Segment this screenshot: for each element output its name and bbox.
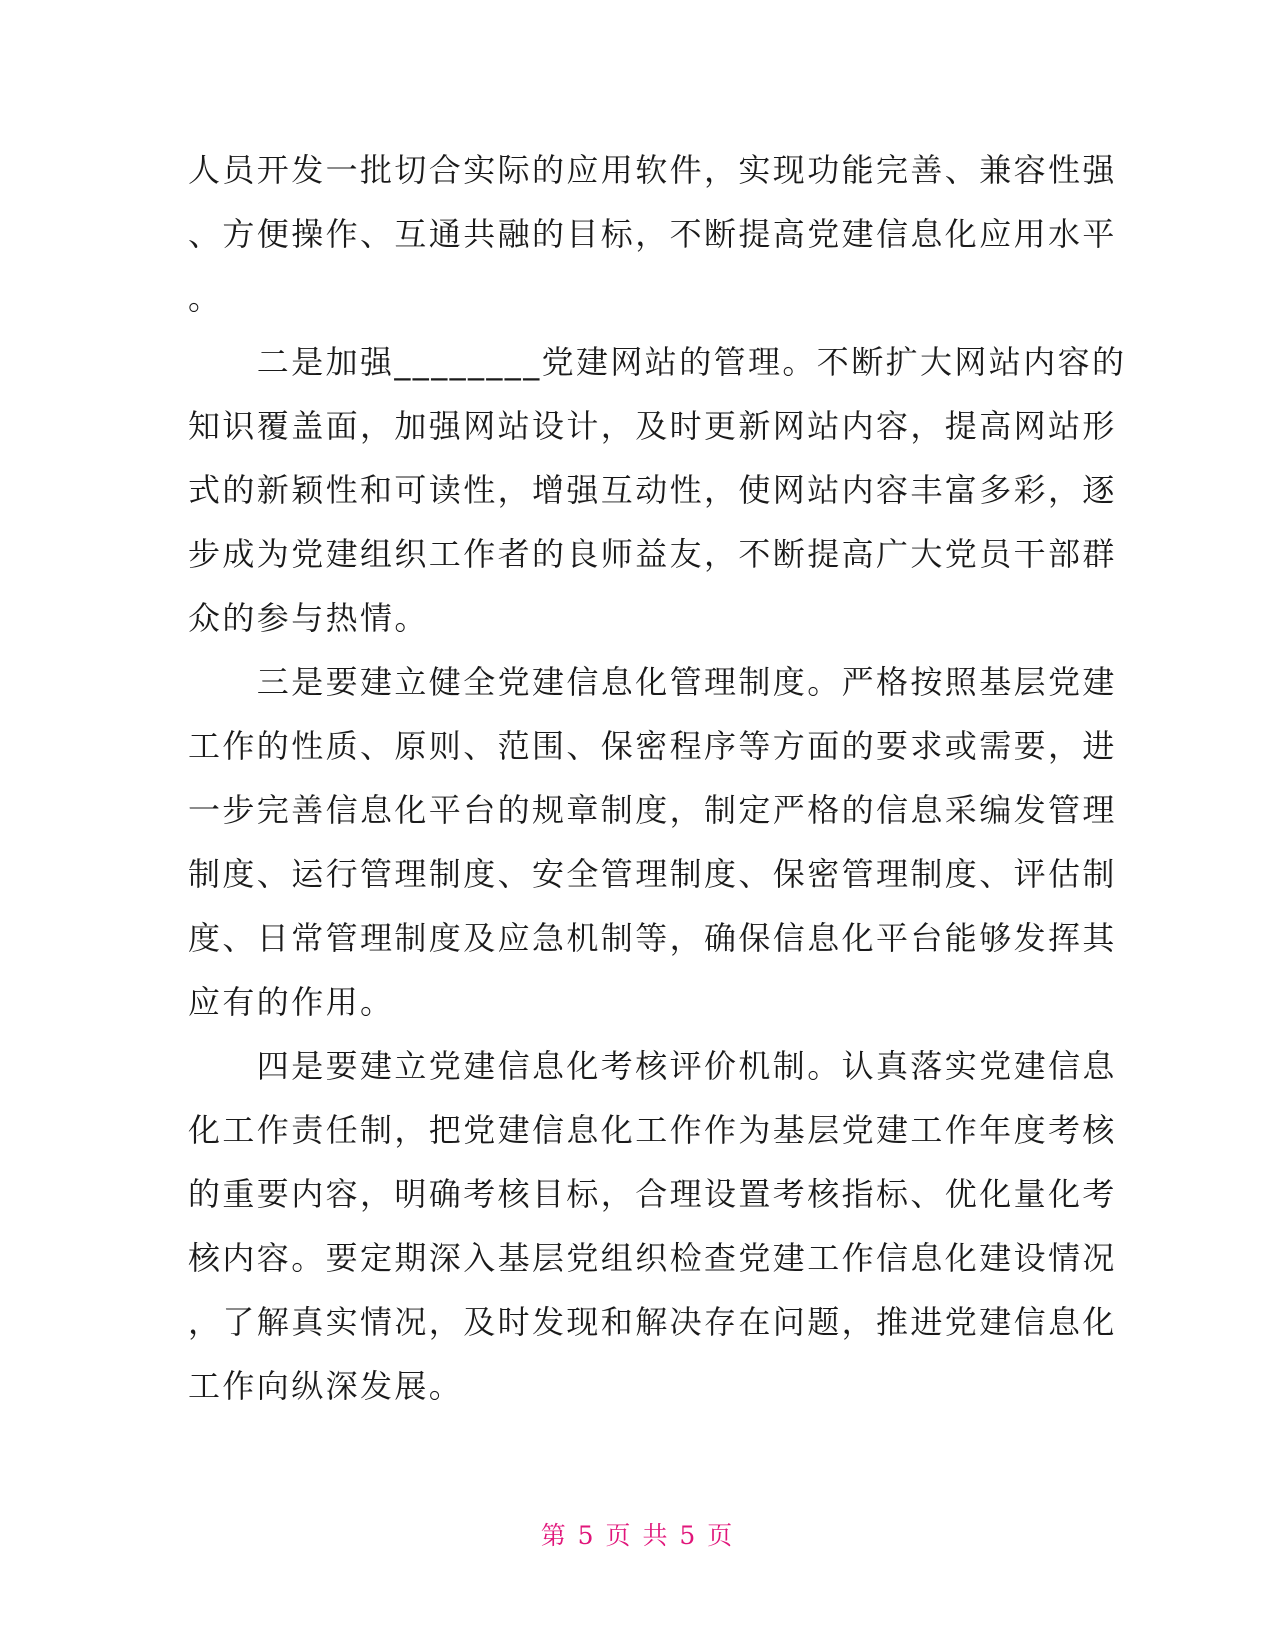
- text-line: 制度、运行管理制度、安全管理制度、保密管理制度、评估制: [188, 855, 1117, 893]
- text-line: 工作的性质、原则、范围、保密程序等方面的要求或需要，进: [188, 727, 1117, 765]
- text-line: 三是要建立健全党建信息化管理制度。严格按照基层党建: [188, 663, 1117, 701]
- text-line: 的重要内容，明确考核目标，合理设置考核指标、优化量化考: [188, 1175, 1117, 1213]
- text-line: 、方便操作、互通共融的目标，不断提高党建信息化应用水平: [188, 215, 1117, 253]
- text-line: 二是加强________党建网站的管理。不断扩大网站内容的: [188, 343, 1127, 381]
- text-line: 人员开发一批切合实际的应用软件，实现功能完善、兼容性强: [188, 151, 1117, 189]
- text-line: 四是要建立党建信息化考核评价机制。认真落实党建信息: [188, 1047, 1117, 1085]
- page-footer: 第 5 页 共 5 页: [540, 1521, 735, 1550]
- text-line: 众的参与热情。: [188, 599, 429, 637]
- text-line: 核内容。要定期深入基层党组织检查党建工作信息化建设情况: [188, 1239, 1117, 1277]
- text-line: 化工作责任制，把党建信息化工作作为基层党建工作年度考核: [188, 1111, 1117, 1149]
- text-line: ，了解真实情况，及时发现和解决存在问题，推进党建信息化: [188, 1303, 1117, 1341]
- document-body: [188, 138, 1127, 1418]
- text-line: 一步完善信息化平台的规章制度，制定严格的信息采编发管理: [188, 791, 1117, 829]
- text-line: 应有的作用。: [188, 983, 395, 1021]
- text-line: 知识覆盖面，加强网站设计，及时更新网站内容，提高网站形: [188, 407, 1117, 445]
- text-line: 。: [188, 279, 223, 317]
- text-line: 工作向纵深发展。: [188, 1367, 464, 1405]
- text-line: 步成为党建组织工作者的良师益友，不断提高广大党员干部群: [188, 535, 1117, 573]
- text-line: 度、日常管理制度及应急机制等，确保信息化平台能够发挥其: [188, 919, 1117, 957]
- text-line: 式的新颖性和可读性，增强互动性，使网站内容丰富多彩，逐: [188, 471, 1117, 509]
